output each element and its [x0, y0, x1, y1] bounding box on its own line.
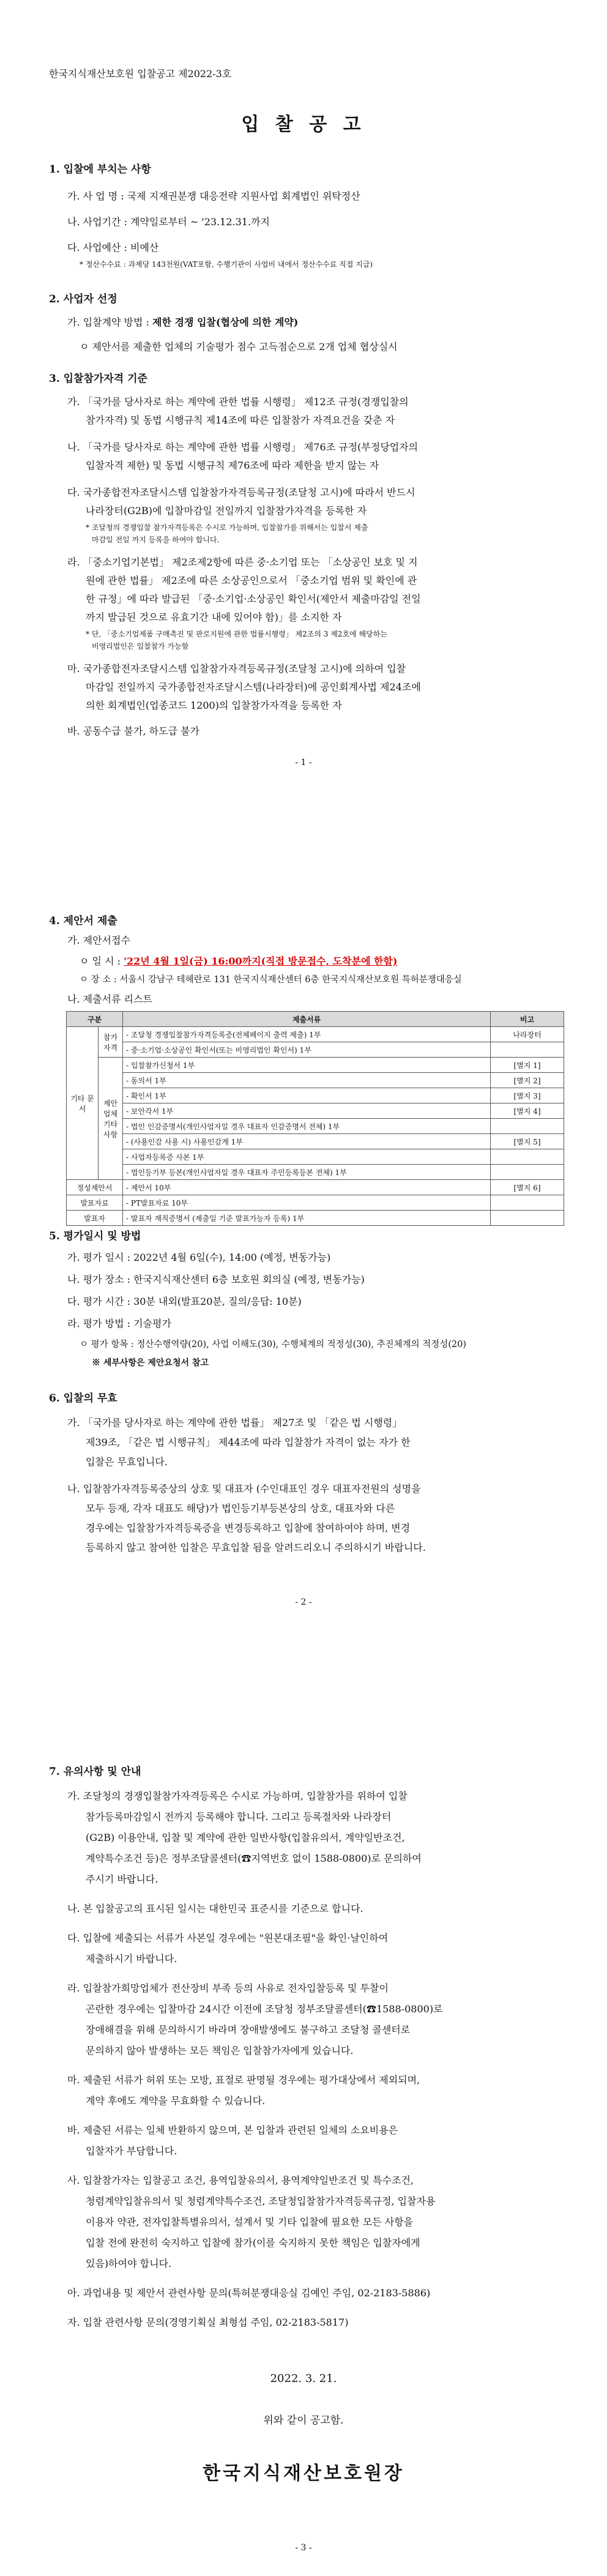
s7-ga-5: 주시기 바랍니다. [86, 1873, 158, 1885]
note-cell: [별지 3] [491, 1088, 564, 1103]
doc-cell: - (사용인감 사용 시) 사용인감계 1부 [123, 1134, 491, 1149]
s7-ba-2: 입찰자가 부담합니다. [86, 2145, 177, 2157]
doc-cell: - 사업자등록증 사본 1부 [123, 1149, 491, 1165]
s3-da-1: 다. 국가종합전자조달시스템 입찰참가자격등록규정(조달청 고시)에 따라서 반드시 [67, 487, 415, 498]
note-cell [491, 1211, 564, 1226]
col-header-gubun: 구분 [67, 1012, 123, 1027]
s4-deadline: ㅇ 일 시 : '22년 4월 1일(금) 16:00까지(직접 방문접수, 도착분에 한함) [80, 955, 398, 967]
s5-date: 가. 평가 일시 : 2022년 4월 6일(수), 14:00 (예정, 변동가능) [67, 1252, 331, 1263]
s7-sa-2: 청렴계약입찰유의서 및 청렴계약특수조건, 조달청입찰참가자격등록규정, 입찰자용 [86, 2195, 436, 2207]
note-cell [491, 1149, 564, 1165]
section-3-heading: 3. 입찰참가자격 기준 [49, 373, 147, 385]
doc-cell: - 법인 인감증명서(개인사업자일 경우 대표자 인감증명서 전체) 1부 [123, 1119, 491, 1134]
doc-cell: - 제안서 10부 [123, 1180, 491, 1195]
note-cell: [별지 1] [491, 1058, 564, 1073]
row-group-other: 기타 문서 [67, 1027, 99, 1180]
doc-cell: - 조달청 경쟁입찰참가자격등록증(전체페이지 출력 제출) 1부 [123, 1027, 491, 1042]
s3-ba: 바. 공동수급 불가, 하도급 불가 [67, 725, 199, 737]
s3-ma-2: 마감일 전일까지 국가종합전자조달시스템(나라장터)에 공인회계사법 제24조에 [86, 681, 421, 693]
s6-na-2: 모두 등재, 각자 대표도 해당)가 법인등기부등본상의 상호, 대표자와 다른 [86, 1503, 395, 1514]
table-row [67, 1180, 564, 1195]
note-cell [491, 1165, 564, 1180]
page-2 [0, 869, 607, 1726]
s5-place: 나. 평가 장소 : 한국지식재산센터 6층 보호원 회의실 (예정, 변동가능) [67, 1274, 365, 1285]
s3-ra-note-2: 비영리법인은 입찰참가 가능함 [92, 642, 189, 651]
note-cell: 나라장터 [491, 1027, 564, 1042]
row-group-presenter: 발표자 [67, 1211, 123, 1226]
doc-cell: - PT발표자료 10부 [123, 1195, 491, 1211]
s3-ga-1: 가. 「국가를 당사자로 하는 계약에 관한 법률 시행령」 제12조 규정(경쟁입찰의 [67, 396, 409, 408]
row-subgroup-company: 제안 업체 기타 사항 [99, 1058, 123, 1180]
note-cell: [별지 2] [491, 1073, 564, 1088]
s2-contract-method: 가. 입찰계약 방법 : 제한 경쟁 입찰(협상에 의한 계약) [67, 316, 299, 328]
section-2-heading: 2. 사업자 선정 [49, 293, 117, 305]
table-row [67, 1211, 564, 1226]
s7-ga-4: 계약특수조건 등)은 정부조달콜센터(☎지역번호 없이 1588-0800)로 문의하여 [86, 1853, 422, 1864]
s7-na: 나. 본 입찰공고의 표시된 일시는 대한민국 표준시를 기준으로 합니다. [67, 1903, 363, 1914]
doc-cell: - 법인등기부 등본(개인사업자일 경우 대표자 주민등록등본 전체) 1부 [123, 1165, 491, 1180]
doc-cell: - 입찰참가신청서 1부 [123, 1058, 491, 1073]
s3-da-note-2: 마감일 전일 까지 등록을 하여야 합니다. [92, 536, 220, 544]
s6-na-1: 나. 입찰참가자격등록증상의 상호 및 대표자 (수인대표인 경우 대표자전원의 성명을 [67, 1483, 421, 1495]
s4-location: ㅇ 장 소 : 서울시 강남구 테헤란로 131 한국지식재산센터 6층 한국지식재산보호원 특허분쟁대응실 [80, 975, 462, 985]
section-1-heading: 1. 입찰에 부치는 사항 [49, 163, 151, 176]
row-group-presentation: 발표자료 [67, 1195, 123, 1211]
note-cell [491, 1195, 564, 1211]
section-6-heading: 6. 입찰의 무효 [49, 1392, 117, 1405]
note-cell [491, 1119, 564, 1134]
section-7-heading: 7. 유의사항 및 안내 [49, 1766, 141, 1778]
table-row [67, 1165, 564, 1180]
note-cell: [별지 4] [491, 1103, 564, 1119]
notice-date: 2022. 3. 21. [270, 2372, 337, 2385]
documents-table [66, 1011, 564, 1226]
page-title: 입 찰 공 고 [241, 114, 366, 135]
s7-aa: 아. 과업내용 및 제안서 관련사항 문의(특허분쟁대응실 김예인 주임, 02-2183-5886) [67, 2287, 431, 2299]
table-row [67, 1088, 564, 1103]
s3-na-1: 나. 「국가를 당사자로 하는 계약에 관한 법률 시행령」 제76조 규정(부정당업자의 [67, 441, 419, 453]
s3-ra-2: 원에 관한 법률」 제2조에 따른 소상공인으로서 「중소기업 범위 및 확인에 관 [86, 575, 417, 586]
s5-note: ※ 세부사항은 제안요청서 참고 [92, 1358, 209, 1368]
s7-ba-1: 바. 제출된 서류는 일체 반환하지 않으며, 본 입찰과 관련된 일체의 소요비용은 [67, 2124, 398, 2136]
doc-cell: - 보안각서 1부 [123, 1103, 491, 1119]
s3-da-note-1: * 조달청의 경쟁입찰 참가자격등록은 수시로 가능하며, 입찰참가를 위해서는 입찰서 제출 [86, 523, 368, 532]
table-row [67, 1149, 564, 1165]
s3-ra-1: 라. 「중소기업기본법」 제2조제2항에 따른 중·소기업 또는 「소상공인 보호 및 지 [67, 556, 418, 568]
doc-cell: - 동의서 1부 [123, 1073, 491, 1088]
page-number-1: - 1 - [295, 758, 312, 767]
s7-sa-4: 입찰 전에 완전히 숙지하고 입찰에 참가(이를 숙지하지 못한 책임은 입찰자에게 [86, 2237, 420, 2249]
s7-ga-3: (G2B) 이용안내, 입찰 및 계약에 관한 일반사항(입찰유의서, 계약일반조건, [86, 1832, 405, 1843]
section-5-heading: 5. 평가일시 및 방법 [49, 1230, 141, 1242]
s5-method: 라. 평가 방법 : 기술평가 [67, 1318, 171, 1329]
doc-cell: - 중·소기업·소상공인 확인서(또는 비영리법인 확인서) 1부 [123, 1042, 491, 1058]
s1-budget: 다. 사업예산 : 비예산 [67, 242, 159, 253]
s3-ra-4: 까지 발급된 것으로 유효기간 내에 있어야 함)」를 소지한 자 [86, 611, 342, 623]
s3-ga-2: 참가자격) 및 동법 시행규칙 제14조에 따른 입찰참가 자격요건을 갖춘 자 [86, 414, 395, 426]
s7-ga-1: 가. 조달청의 경쟁입찰참가자격등록은 수시로 가능하며, 입찰참가를 위하여 입찰 [67, 1790, 408, 1802]
s7-ra-3: 장애해결을 위해 문의하시기 바라며 장애발생에도 불구하고 조달청 콜센터로 [86, 2024, 411, 2036]
s3-ma-3: 의한 회계법인(업종코드 1200)의 입찰참가자격을 등록한 자 [86, 700, 342, 711]
s7-da-1: 다. 입찰에 제출되는 서류가 사본일 경우에는 "원본대조필"을 확인·날인하여 [67, 1932, 389, 1944]
page-number-3: - 3 - [295, 2543, 312, 2553]
issuer-signature: 한국지식재산보호원장 [203, 2463, 404, 2484]
s6-na-4: 등록하지 않고 참여한 입찰은 무효입찰 됨을 알려드리오니 주의하시기 바랍니다. [86, 1542, 426, 1553]
s3-ra-note-1: * 단, 「중소기업제품 구매촉진 및 판로지원에 관한 법률시행령」 제2조의 3 제2호에 해당하는 [86, 630, 387, 638]
s1-period: 나. 사업기간 : 계약일로부터 ~ '23.12.31.까지 [67, 216, 270, 228]
table-row [67, 1103, 564, 1119]
notice-number: 한국지식재산보호원 입찰공고 제2022-3호 [49, 68, 232, 80]
table-header-row [67, 1012, 564, 1027]
page-1 [0, 0, 607, 869]
col-header-note: 비고 [491, 1012, 564, 1027]
table-row [67, 1195, 564, 1211]
s6-ga-2: 제39조, 「같은 법 시행규칙」 제44조에 따라 입찰참가 자격이 없는 자가 한 [86, 1436, 411, 1448]
s3-ma-1: 마. 국가종합전자조달시스템 입찰참가자격등록규정(조달청 고시)에 의하여 입찰 [67, 663, 406, 674]
s5-criteria: ㅇ 평가 항목 : 정산수행역량(20), 사업 이해도(30), 수행체계의 적정성(30), 추진체계의 적정성(20) [80, 1340, 467, 1350]
s7-sa-1: 사. 입찰참가자는 입찰공고 조건, 용역입찰유의서, 용역계약일반조건 및 특수조건, [67, 2175, 414, 2186]
s7-ja: 자. 입찰 관련사항 문의(경영기획실 최형섭 주임, 02-2183-5817) [67, 2317, 349, 2328]
page-number-2: - 2 - [295, 1597, 312, 1607]
closing-text: 위와 같이 공고함. [263, 2414, 344, 2427]
s4-ga: 가. 제안서접수 [67, 935, 130, 946]
s7-ra-1: 라. 입찰참가희망업체가 전산장비 부족 등의 사유로 전자입찰등록 및 투찰이 [67, 1982, 389, 1994]
table-row [67, 1073, 564, 1088]
note-cell: [별지 6] [491, 1180, 564, 1195]
s7-ma-2: 계약 후에도 계약을 무효화할 수 있습니다. [86, 2095, 266, 2107]
table-row [67, 1134, 564, 1149]
note-cell: [별지 5] [491, 1134, 564, 1149]
s3-na-2: 입찰자격 제한) 및 동법 시행규칙 제76조에 따라 제한을 받지 않는 자 [86, 460, 379, 471]
s7-ga-2: 참가등록마감일시 전까지 등록해야 합니다. 그리고 등록절차와 나라장터 [86, 1811, 392, 1823]
s3-ra-3: 한 규정」에 따라 발급된 「중·소기업·소상공인 확인서(제안서 제출마감일 전일 [86, 593, 421, 605]
s7-sa-5: 있음)하여야 합니다. [86, 2258, 172, 2269]
note-cell [491, 1042, 564, 1058]
s1-project-name: 가. 사 업 명 : 국제 지재권분쟁 대응전략 지원사업 회계법인 위탁정산 [67, 190, 360, 202]
doc-cell: - 확인서 1부 [123, 1088, 491, 1103]
section-4-heading: 4. 제안서 제출 [49, 915, 117, 927]
s7-ma-1: 마. 제출된 서류가 허위 또는 모방, 표절로 판명될 경우에는 평가대상에서 제외되며, [67, 2074, 420, 2086]
s3-da-2: 나라장터(G2B)에 입찰마감일 전일까지 입찰참가자격을 등록한 자 [86, 505, 367, 517]
s1-fee-note: * 정산수수료 : 과제당 143천원(VAT포함, 수행기관이 사업비 내에서 정산수수료 직접 지급) [80, 260, 373, 269]
doc-cell: - 발표자 재직증명서 (제출일 기준 발표가능자 등록) 1부 [123, 1211, 491, 1226]
s5-time: 다. 평가 시간 : 30분 내외(발표20분, 질의/응답: 10분) [67, 1296, 302, 1307]
s7-da-2: 제출하시기 바랍니다. [86, 1953, 177, 1965]
s7-ra-2: 곤란한 경우에는 입찰마감 24시간 이전에 조달청 정부조달콜센터(☎1588-0800)로 [86, 2003, 443, 2015]
col-header-docs: 제출서류 [123, 1012, 491, 1027]
row-subgroup-qualification: 참가 자격 [99, 1027, 123, 1058]
s6-na-3: 경우에는 입찰참가자격등록증을 변경등록하고 입찰에 참여하여야 하며, 변경 [86, 1522, 411, 1534]
s6-ga-1: 가. 「국가를 당사자로 하는 계약에 관한 법률」 제27조 및 「같은 법 시행령」 [67, 1417, 403, 1428]
table-row [67, 1058, 564, 1073]
page-3 [0, 1726, 607, 2576]
row-group-proposal: 정성제안서 [67, 1180, 123, 1195]
table-row [67, 1027, 564, 1042]
s4-na: 나. 제출서류 리스트 [67, 993, 152, 1005]
table-row [67, 1119, 564, 1134]
s7-ra-4: 문의하지 않아 발생하는 모든 책임은 입찰참가자에게 있습니다. [86, 2045, 354, 2056]
s7-sa-3: 이용자 약관, 전자입찰특별유의서, 설계서 및 기타 입찰에 필요한 모든 사항을 [86, 2216, 414, 2228]
s2-negotiation: ㅇ 제안서를 제출한 업체의 기술평가 점수 고득점순으로 2개 업체 협상실시 [80, 341, 398, 353]
table-row [67, 1042, 564, 1058]
s6-ga-3: 입찰은 무효입니다. [86, 1456, 168, 1468]
